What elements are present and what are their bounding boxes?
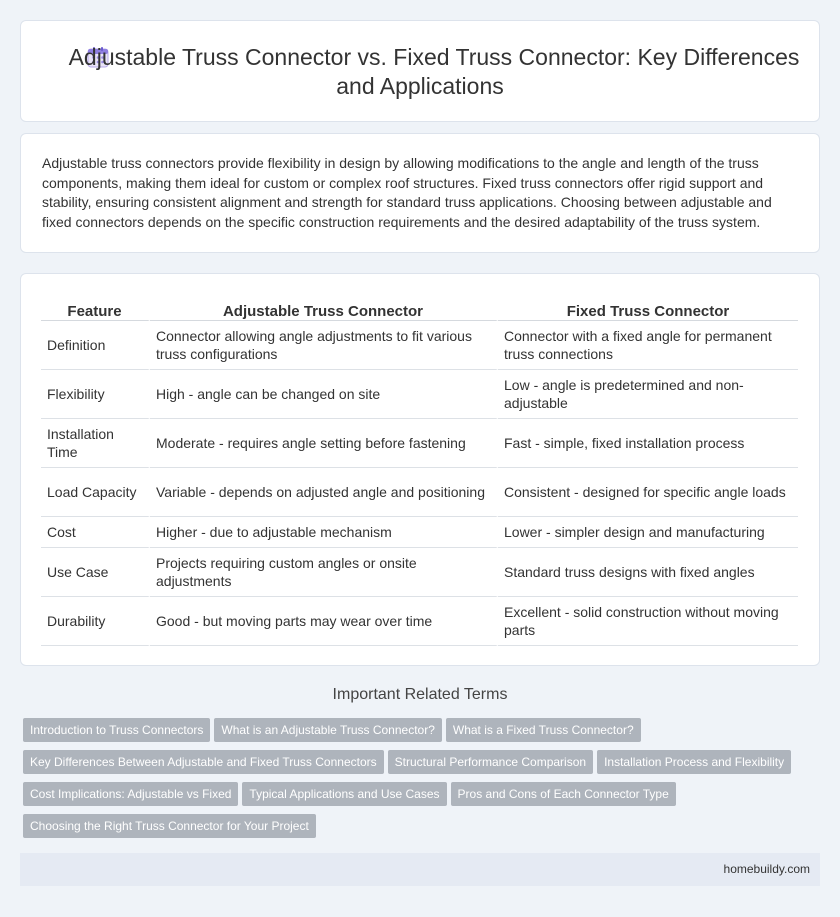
cell-feature: Installation Time: [41, 419, 150, 468]
cell-fixed: Fast - simple, fixed installation process: [498, 419, 798, 468]
cell-fixed: Lower - simpler design and manufacturing: [498, 517, 798, 548]
cell-adjustable: Connector allowing angle adjustments to fit various truss configurations: [150, 321, 498, 370]
comparison-table: [41, 294, 798, 646]
cell-fixed: Excellent - solid construction without moving parts: [498, 597, 798, 646]
table-header-row: [41, 294, 798, 321]
related-term-tag[interactable]: Cost Implications: Adjustable vs Fixed: [23, 782, 238, 806]
related-term-tag[interactable]: Pros and Cons of Each Connector Type: [451, 782, 676, 806]
table-row: [41, 468, 798, 517]
footer: [20, 853, 820, 886]
related-term-tag[interactable]: Installation Process and Flexibility: [597, 750, 791, 774]
cell-adjustable: Moderate - requires angle setting before fastening: [150, 419, 498, 468]
table-row: [41, 321, 798, 370]
page-title: Adjustable Truss Connector vs. Fixed Truss Connector: Key Differences and Applications: [68, 44, 800, 99]
related-terms-list: [23, 718, 813, 846]
cell-feature: Cost: [41, 517, 150, 548]
header-adjustable: Adjustable Truss Connector: [150, 294, 498, 321]
cell-adjustable: Higher - due to adjustable mechanism: [150, 517, 498, 548]
cell-adjustable: Good - but moving parts may wear over time: [150, 597, 498, 646]
related-term-tag[interactable]: Structural Performance Comparison: [388, 750, 593, 774]
cell-adjustable: High - angle can be changed on site: [150, 370, 498, 419]
title-card: [20, 20, 820, 122]
cell-adjustable: Variable - depends on adjusted angle and positioning: [150, 468, 498, 517]
cell-fixed: Low - angle is predetermined and non-adjustable: [498, 370, 798, 419]
intro-paragraph: Adjustable truss connectors provide flexibility in design by allowing modifications to the angle and length of the truss components, making them ideal for custom or complex roof structures. Fixed truss connectors offer rigid support and stability, ensuring consistent alignment and strength for standard truss applications. Choosing between adjustable and fixed connectors depends on the specific construction requirements and the desired adaptability of the truss system.: [42, 155, 772, 230]
cell-feature: Load Capacity: [41, 468, 150, 517]
related-term-tag[interactable]: What is an Adjustable Truss Connector?: [214, 718, 441, 742]
related-term-tag[interactable]: What is a Fixed Truss Connector?: [446, 718, 641, 742]
table-row: [41, 517, 798, 548]
cell-fixed: Standard truss designs with fixed angles: [498, 548, 798, 597]
header-fixed: Fixed Truss Connector: [498, 294, 798, 321]
cell-feature: Flexibility: [41, 370, 150, 419]
table-row: [41, 419, 798, 468]
comparison-card: [20, 273, 820, 666]
cell-feature: Durability: [41, 597, 150, 646]
table-row: [41, 548, 798, 597]
cell-fixed: Consistent - designed for specific angle loads: [498, 468, 798, 517]
related-term-tag[interactable]: Typical Applications and Use Cases: [242, 782, 446, 806]
cell-feature: Definition: [41, 321, 150, 370]
footer-site-link[interactable]: homebuildy.com: [723, 862, 810, 876]
related-term-tag[interactable]: Introduction to Truss Connectors: [23, 718, 210, 742]
cell-feature: Use Case: [41, 548, 150, 597]
table-row: [41, 597, 798, 646]
intro-card: [20, 133, 820, 253]
cell-adjustable: Projects requiring custom angles or onsite adjustments: [150, 548, 498, 597]
table-row: [41, 370, 798, 419]
related-terms-heading: Important Related Terms: [332, 686, 508, 703]
header-feature: Feature: [41, 294, 150, 321]
related-term-tag[interactable]: Choosing the Right Truss Connector for Your Project: [23, 814, 316, 838]
cell-fixed: Connector with a fixed angle for permanent truss connections: [498, 321, 798, 370]
related-term-tag[interactable]: Key Differences Between Adjustable and Fixed Truss Connectors: [23, 750, 384, 774]
